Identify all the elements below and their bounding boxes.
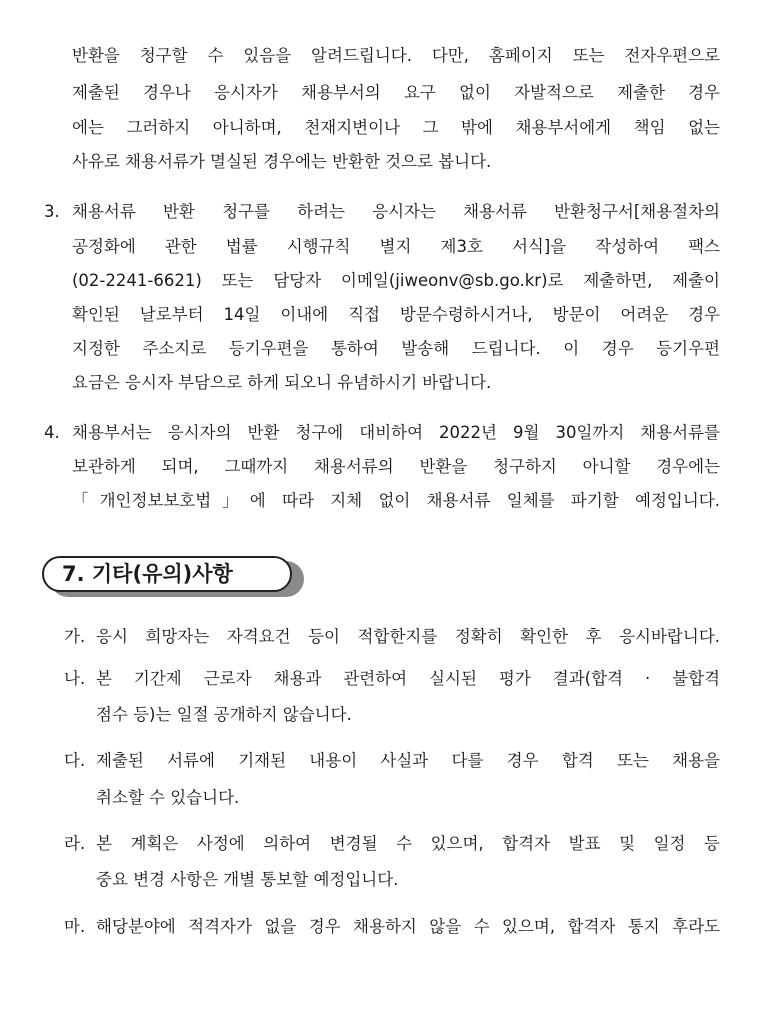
note-marker: 마. xyxy=(64,917,86,936)
note-marker: 다. xyxy=(64,751,86,770)
section-title: 7. 기타(유의)사항 xyxy=(62,562,233,586)
note-line: 본 계획은 사정에 의하여 변경될 수 있으며, 합격자 발표 및 일정 등 xyxy=(96,834,720,853)
note-line: 본 기간제 근로자 채용과 관련하여 실시된 평가 결과(합격 · 불합격 xyxy=(96,669,720,688)
item-number: 3. xyxy=(44,202,60,221)
note-line: 응시 희망자는 자격요건 등이 적합한지를 정확히 확인한 후 응시바랍니다. xyxy=(96,627,720,646)
item-line: 「개인정보보호법」에 따라 지체 없이 채용서류 일체를 파기할 예정입니다. xyxy=(72,491,720,510)
item-line: 공정화에 관한 법률 시행규칙 별지 제3호 서식]을 작성하여 팩스 xyxy=(72,237,720,256)
item-line: 채용서류 반환 청구를 하려는 응시자는 채용서류 반환청구서[채용절차의 xyxy=(72,202,720,221)
note-line: 점수 등)는 일절 공개하지 않습니다. xyxy=(96,705,352,724)
item-line: (02-2241-6621) 또는 담당자 이메일(jiweonv@sb.go.kr)로 제출하면, 제출이 xyxy=(72,271,720,290)
item-number: 4. xyxy=(44,423,60,442)
paragraph-line: 제출된 경우나 응시자가 채용부서의 요구 없이 자발적으로 제출한 경우 xyxy=(72,83,720,102)
paragraph-line: 사유로 채용서류가 멸실된 경우에는 반환한 것으로 봅니다. xyxy=(72,152,492,171)
note-line: 해당분야에 적격자가 없을 경우 채용하지 않을 수 있으며, 합격자 통지 후라도 xyxy=(96,917,720,936)
item-line: 요금은 응시자 부담으로 하게 되오니 유념하시기 바랍니다. xyxy=(72,373,492,392)
item-line: 채용부서는 응시자의 반환 청구에 대비하여 2022년 9월 30일까지 채용서류를 xyxy=(72,423,720,442)
note-marker: 라. xyxy=(64,834,86,853)
note-line: 중요 변경 사항은 개별 통보할 예정입니다. xyxy=(96,870,399,889)
note-line: 취소할 수 있습니다. xyxy=(96,788,240,807)
paragraph-line: 반환을 청구할 수 있음을 알려드립니다. 다만, 홈페이지 또는 전자우편으로 xyxy=(72,46,720,65)
item-line: 보관하게 되며, 그때까지 채용서류의 반환을 청구하지 아니할 경우에는 xyxy=(72,457,720,476)
paragraph-line: 에는 그러하지 아니하며, 천재지변이나 그 밖에 채용부서에게 책임 없는 xyxy=(72,118,720,137)
item-line: 확인된 날로부터 14일 이내에 직접 방문수령하시거나, 방문이 어려운 경우 xyxy=(72,305,720,324)
note-marker: 가. xyxy=(64,627,86,646)
note-line: 제출된 서류에 기재된 내용이 사실과 다를 경우 합격 또는 채용을 xyxy=(96,751,720,770)
note-marker: 나. xyxy=(64,669,86,688)
section-heading xyxy=(42,556,302,596)
item-line: 지정한 주소지로 등기우편을 통하여 발송해 드립니다. 이 경우 등기우편 xyxy=(72,339,720,358)
